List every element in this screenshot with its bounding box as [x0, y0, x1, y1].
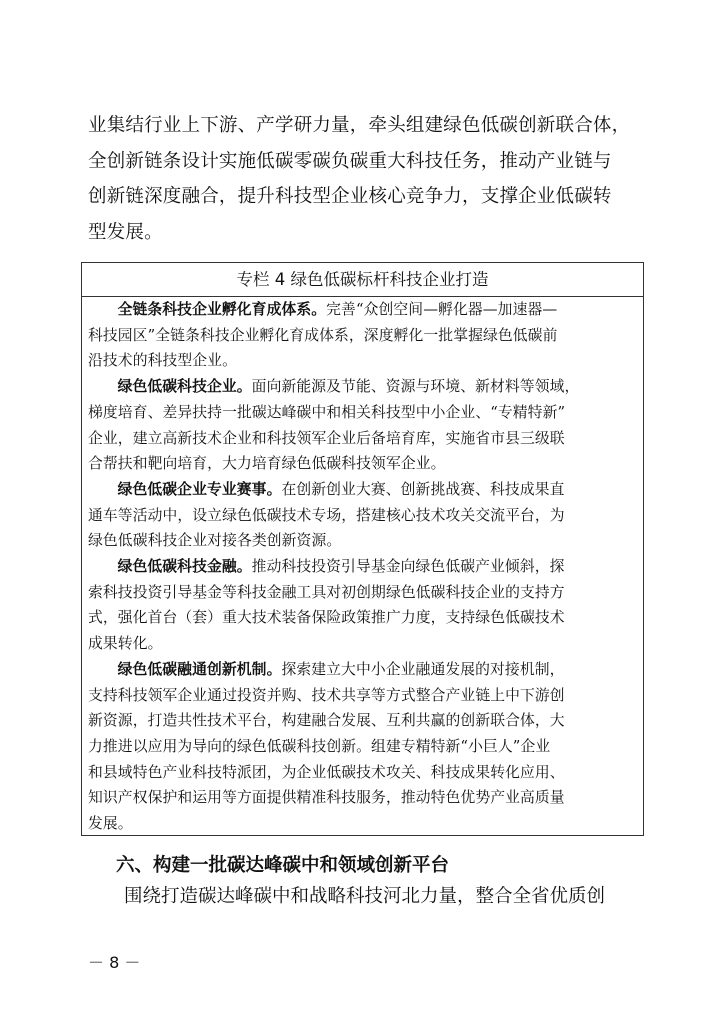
feature-item-integration — [88, 657, 637, 837]
intro-paragraph — [88, 108, 640, 250]
item-line — [88, 297, 637, 323]
item-line: 力推进以应用为导向的绿色低碳科技创新。组建专精特新“小巨人”企业 — [88, 737, 551, 755]
item-lead: 绿色低碳科技金融。 — [117, 558, 252, 576]
item-text: 面向新能源及节能、资源与环境、新材料等领域， — [251, 378, 580, 396]
item-line: 支持科技领军企业通过投资并购、技术共享等方式整合产业链上中下游创 — [88, 686, 565, 704]
section-heading: 六、构建一批碳达峰碳中和领域创新平台 — [116, 855, 450, 876]
intro-line: 创新链深度融合，提升科技型企业核心竞争力，支撑企业低碳转 — [88, 186, 612, 207]
item-line: 知识产权保护和运用等方面提供精准科技服务，推动特色优势产业高质量 — [88, 789, 565, 807]
item-line: 成果转化。 — [88, 635, 163, 653]
feature-box-title: 专栏 4 绿色低碳标杆科技企业打造 — [82, 263, 643, 297]
intro-line: 业集结行业上下游、产学研力量，牵头组建绿色低碳创新联合体， — [88, 115, 631, 136]
item-lead: 绿色低碳融通创新机制。 — [117, 660, 282, 678]
intro-line: 型发展。 — [88, 221, 163, 243]
item-lead: 绿色低碳科技企业。 — [117, 378, 252, 396]
item-lead: 全链条科技企业孵化育成体系。 — [117, 301, 327, 318]
item-text: 在创新创业大赛、创新挑战赛、科技成果直 — [281, 480, 565, 498]
page-number: － 8 － — [88, 953, 141, 972]
item-line: 科技园区”全链条科技企业孵化育成体系，深度孵化一批掌握绿色低碳前 — [88, 326, 558, 344]
item-line — [88, 554, 637, 580]
feature-item-incubation — [88, 297, 637, 374]
item-line — [88, 477, 637, 503]
item-line: 沿技术的科技型企业。 — [88, 352, 237, 370]
feature-item-enterprise — [88, 374, 637, 477]
item-text: 完善“众创空间—孵化器—加速器— — [326, 301, 558, 318]
item-line: 绿色低碳科技企业对接各类创新资源。 — [88, 532, 342, 550]
item-text: 探索建立大中小企业融通发展的对接机制， — [281, 660, 565, 678]
item-line: 索科技投资引导基金等科技金融工具对初创期绿色低碳科技企业的支持方 — [88, 583, 565, 601]
item-line: 发展。 — [88, 815, 133, 833]
item-line: 企业，建立高新技术企业和科技领军企业后备培育库，实施省市县三级联 — [88, 429, 565, 447]
item-line — [88, 657, 637, 683]
item-line: 通车等活动中，设立绿色低碳技术专场，搭建核心技术攻关交流平台，为 — [88, 506, 565, 524]
item-line: 和县域特色产业科技特派团，为企业低碳技术攻关、科技成果转化应用、 — [88, 763, 565, 781]
item-line: 合帮扶和靶向培育，大力培育绿色低碳科技领军企业。 — [88, 455, 446, 473]
item-line: 梯度培育、差异扶持一批碳达峰碳中和相关科技型中小企业、“专精特新” — [88, 403, 566, 421]
feature-item-competition — [88, 477, 637, 554]
feature-box — [81, 262, 644, 836]
feature-box-body — [82, 297, 643, 837]
intro-line: 全创新链条设计实施低碳零碳负碳重大科技任务，推动产业链与 — [88, 150, 612, 172]
item-line — [88, 374, 637, 400]
item-text: 推动科技投资引导基金向绿色低碳产业倾斜，探 — [251, 558, 565, 576]
item-lead: 绿色低碳企业专业赛事。 — [117, 480, 282, 498]
item-line: 式，强化首台（套）重大技术装备保险政策推广力度，支持绿色低碳技术 — [88, 609, 565, 627]
section-paragraph: 围绕打造碳达峰碳中和战略科技河北力量，整合全省优质创 — [124, 886, 606, 907]
item-line: 新资源，打造共性技术平台，构建融合发展、互利共赢的创新联合体，大 — [88, 712, 565, 730]
feature-item-finance — [88, 554, 637, 657]
